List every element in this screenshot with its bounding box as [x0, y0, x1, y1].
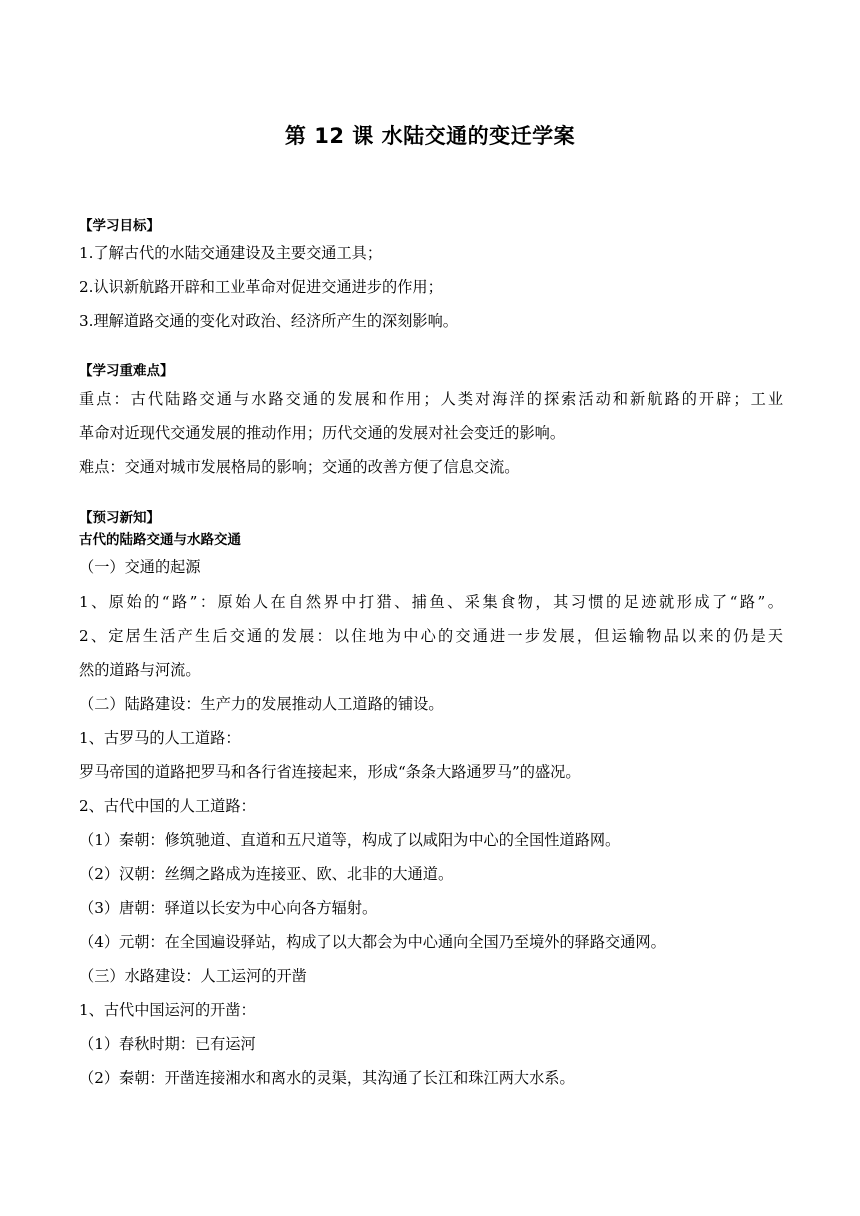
objective-item: 1.了解古代的水陆交通建设及主要交通工具； [79, 244, 383, 262]
objectives-heading: 【学习目标】 [79, 218, 160, 234]
objective-item: 2.认识新航路开辟和工业革命对促进交通进步的作用； [79, 278, 443, 296]
focus-text: 重点：古代陆路交通与水路交通的发展和作用；人类对海洋的探索活动和新航路的开辟；工业 [79, 390, 783, 408]
preview-line: （二）陆路建设：生产力的发展推动人工道路的铺设。 [79, 695, 444, 713]
preview-line: （3）唐朝：驿道以长安为中心向各方辐射。 [79, 899, 378, 917]
preview-line: 2、定居生活产生后交通的发展：以住地为中心的交通进一步发展，但运输物品以来的仍是天 [79, 627, 783, 645]
key-points-heading: 【学习重难点】 [79, 363, 174, 379]
preview-line: 罗马帝国的道路把罗马和各行省连接起来，形成“条条大路通罗马”的盛况。 [79, 763, 581, 781]
preview-line: （三）水路建设：人工运河的开凿 [79, 967, 307, 985]
preview-line: 1、原始的“路”：原始人在自然界中打猎、捕鱼、采集食物，其习惯的足迹就形成了“路”。 [79, 593, 783, 611]
preview-line: （1）秦朝：修筑驰道、直道和五尺道等，构成了以咸阳为中心的全国性道路网。 [79, 831, 621, 849]
preview-line: 1、古代中国运河的开凿： [79, 1001, 256, 1019]
objective-item: 3.理解道路交通的变化对政治、经济所产生的深刻影响。 [79, 312, 458, 330]
preview-line: 1、古罗马的人工道路： [79, 729, 241, 747]
preview-line: （2）秦朝：开凿连接湘水和离水的灵渠，其沟通了长江和珠江两大水系。 [79, 1069, 575, 1087]
preview-line: （1）春秋时期：已有运河 [79, 1035, 256, 1053]
focus-text: 革命对近现代交通发展的推动作用；历代交通的发展对社会变迁的影响。 [79, 424, 565, 442]
preview-heading: 【预习新知】 [79, 510, 160, 526]
preview-line: （2）汉朝：丝绸之路成为连接亚、欧、北非的大通道。 [79, 865, 454, 883]
preview-line: （一）交通的起源 [79, 558, 201, 576]
preview-subheading: 古代的陆路交通与水路交通 [79, 532, 241, 548]
difficulty-text: 难点：交通对城市发展格局的影响；交通的改善方便了信息交流。 [79, 458, 520, 476]
preview-line: （4）元朝：在全国遍设驿站，构成了以大都会为中心通向全国乃至境外的驿路交通网。 [79, 933, 666, 951]
page-title: 第 12 课 水陆交通的变迁学案 [284, 124, 576, 148]
preview-line: 然的道路与河流。 [79, 661, 201, 679]
preview-line: 2、古代中国的人工道路： [79, 797, 256, 815]
